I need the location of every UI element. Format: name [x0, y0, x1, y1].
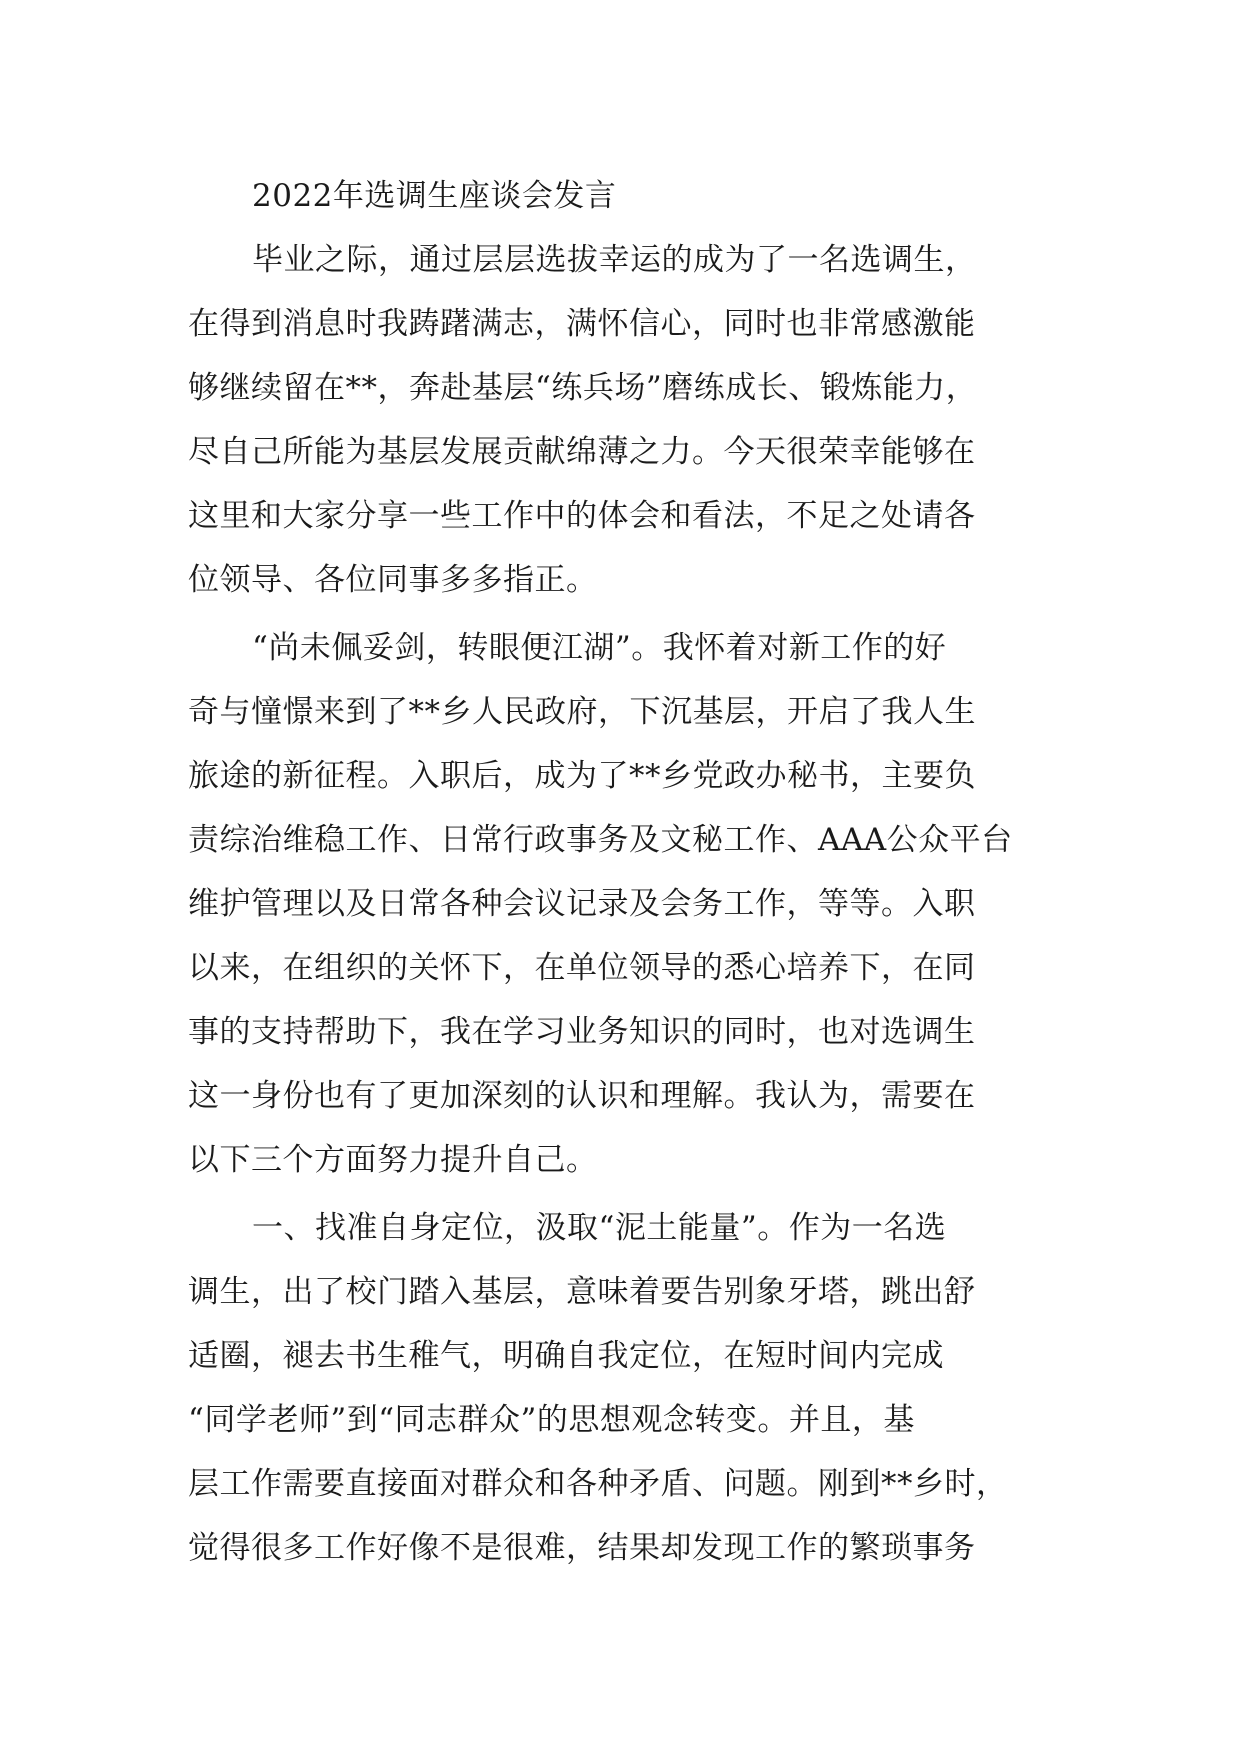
paragraph-line: 适圈，褪去书生稚气，明确自我定位，在短时间内完成 — [188, 1338, 944, 1374]
paragraph-line: 这一身份也有了更加深刻的认识和理解。我认为，需要在 — [188, 1078, 976, 1114]
paragraph-line: 层工作需要直接面对群众和各种矛盾、问题。刚到**乡时， — [188, 1466, 1008, 1502]
paragraph-line: 以下三个方面努力提升自己。 — [188, 1142, 598, 1178]
paragraph-line: 够继续留在**，奔赴基层“练兵场”磨练成长、锻炼能力， — [188, 370, 978, 406]
paragraph-line: 调生，出了校门踏入基层，意味着要告别象牙塔，跳出舒 — [188, 1274, 976, 1310]
paragraph-line: 毕业之际，通过层层选拔幸运的成为了一名选调生， — [252, 242, 977, 278]
paragraph-line: 这里和大家分享一些工作中的体会和看法，不足之处请各 — [188, 498, 976, 534]
paragraph-line: 事的支持帮助下，我在学习业务知识的同时，也对选调生 — [188, 1014, 976, 1050]
paragraph-line: 尽自己所能为基层发展贡献绵薄之力。今天很荣幸能够在 — [188, 434, 976, 470]
paragraph-line: 旅途的新征程。入职后，成为了**乡党政办秘书，主要负 — [188, 758, 976, 794]
paragraph-line: “尚未佩妥剑，转眼便江湖”。我怀着对新工作的好 — [252, 630, 947, 666]
paragraph-line: 一、找准自身定位，汲取“泥土能量”。作为一名选 — [252, 1210, 947, 1246]
document-title: 2022年选调生座谈会发言 — [252, 178, 617, 214]
paragraph-line: “同学老师”到“同志群众”的思想观念转变。并且，基 — [188, 1402, 915, 1438]
paragraph-line: 奇与憧憬来到了**乡人民政府，下沉基层，开启了我人生 — [188, 694, 976, 730]
paragraph-line: 维护管理以及日常各种会议记录及会务工作，等等。入职 — [188, 886, 976, 922]
paragraph-line: 位领导、各位同事多多指正。 — [188, 562, 598, 598]
paragraph-line: 责综治维稳工作、日常行政事务及文秘工作、AAA公众平台 — [188, 822, 1013, 858]
paragraph-line: 以来，在组织的关怀下，在单位领导的悉心培养下，在同 — [188, 950, 976, 986]
paragraph-line: 觉得很多工作好像不是很难，结果却发现工作的繁琐事务 — [188, 1530, 976, 1566]
paragraph-line: 在得到消息时我踌躇满志，满怀信心，同时也非常感激能 — [188, 306, 976, 342]
